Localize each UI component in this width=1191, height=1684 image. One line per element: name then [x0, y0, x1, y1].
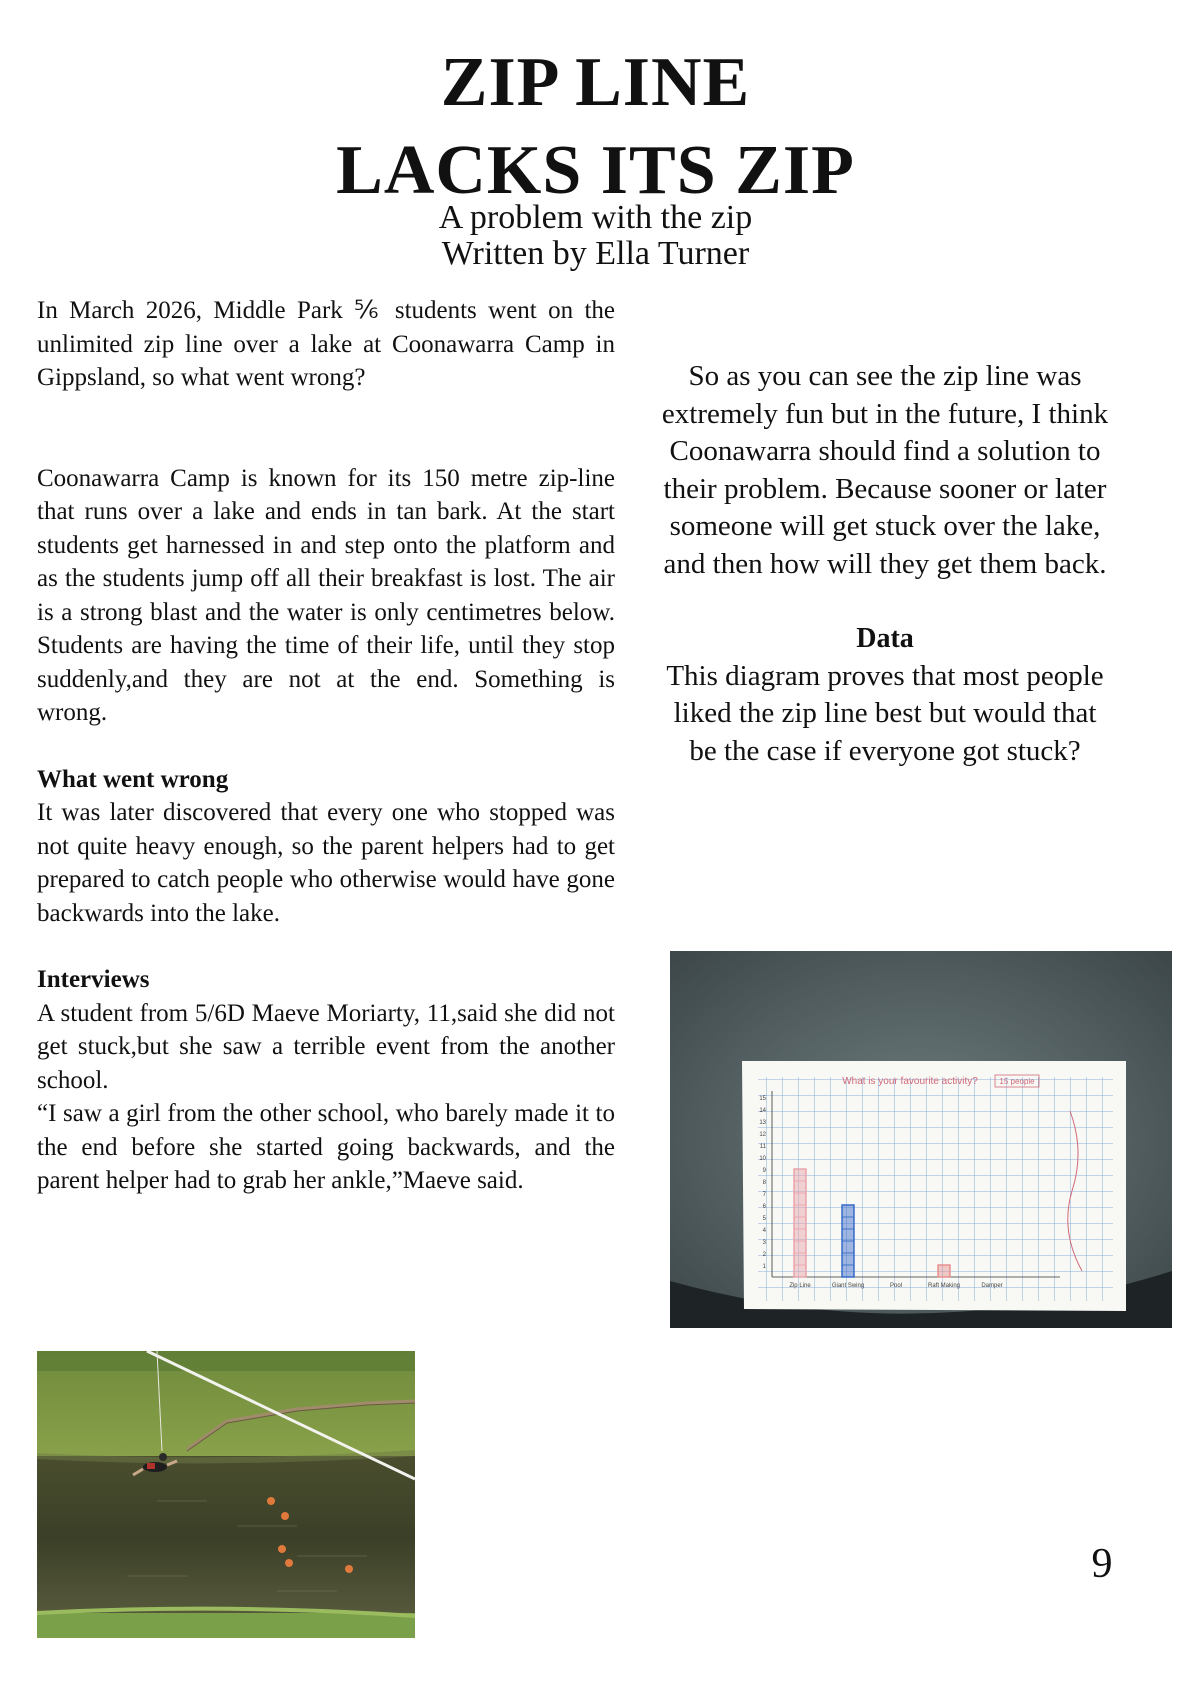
heading-interviews: Interviews: [37, 966, 150, 993]
y-tick-label: 1: [762, 1264, 766, 1270]
y-tick-label: 3: [762, 1240, 766, 1246]
page-number: 9: [1091, 1541, 1113, 1587]
y-tick-label: 4: [762, 1228, 766, 1234]
heading-what-went-wrong: What went wrong: [37, 765, 229, 793]
y-tick-label: 13: [759, 1120, 766, 1126]
data-paragraph: This diagram proves that most people liked the zip line best but would that be the case if everyone got stuck?: [666, 659, 1104, 767]
x-category-label: Pool: [889, 1283, 903, 1289]
y-tick-label: 12: [759, 1132, 766, 1138]
y-tick-label: 14: [759, 1108, 766, 1114]
y-tick-label: 8: [762, 1180, 766, 1186]
subtitle: A problem with the zip: [438, 199, 753, 236]
right-column: [660, 358, 1110, 770]
intro-paragraph: In March 2026, Middle Park ⅚ students went on the unlimited zip line over a lake at Coonawarra Camp in Gippsland, so what went wrong?: [37, 297, 615, 391]
y-tick-label: 2: [762, 1252, 766, 1258]
x-category-label: Giant Swing: [831, 1283, 865, 1289]
x-category-label: Zip Line: [789, 1283, 811, 1289]
chart-title: What is your favourite activity?: [842, 1076, 978, 1087]
left-column: [37, 294, 615, 1198]
y-tick-label: 15: [759, 1096, 766, 1102]
y-tick-label: 7: [762, 1192, 766, 1198]
chart-bar: [794, 1169, 806, 1277]
headline-line-1: ZIP LINE: [440, 44, 751, 121]
chart-bar: [938, 1265, 950, 1277]
y-tick-label: 5: [762, 1216, 766, 1222]
camp-paragraph: Coonawarra Camp is known for its 150 metre zip-line that runs over a lake and ends in tan bark. At the start students get harnessed in and step onto the platform and as the students jump off all their breakfast is lost. The air is a strong blast and the water is only centimetres below. Students are having the time of their life, until they stop suddenly,and they are not at the end. Something is wrong.: [37, 464, 615, 726]
y-tick-label: 6: [762, 1204, 766, 1210]
interview-quote: “I saw a girl from the other school, who barely made it to the end before she started going backwards, and the parent helper had to grab her ankle,”Maeve said.: [37, 1100, 615, 1194]
headline-line-2: LACKS ITS ZIP: [336, 132, 855, 209]
interview-paragraph-1: A student from 5/6D Maeve Moriarty, 11,said she did not get stuck,but she saw a terrible event from the another school.: [37, 999, 615, 1094]
conclusion-paragraph: So as you can see the zip line was extremely fun but in the future, I think Coonawarra should find a solution to their problem. Because sooner or later someone will get stuck over the lake, and then how will they get them back.: [661, 360, 1109, 580]
survey-chart-photo: [670, 951, 1172, 1328]
x-category-label: Damper: [981, 1283, 1003, 1289]
byline: Written by Ella Turner: [441, 235, 750, 272]
y-tick-label: 9: [762, 1168, 766, 1174]
zip-line-photo: [37, 1351, 415, 1638]
what-went-wrong-paragraph: It was later discovered that every one who stopped was not quite heavy enough, so the parent helpers had to get prepared to catch people who otherwise would have gone backwards into the lake.: [37, 799, 615, 927]
chart-note: 15 people: [999, 1077, 1035, 1086]
x-category-label: Raft Making: [927, 1283, 961, 1289]
y-tick-label: 10: [759, 1156, 766, 1162]
heading-data: Data: [856, 623, 914, 654]
y-tick-label: 11: [759, 1144, 766, 1150]
